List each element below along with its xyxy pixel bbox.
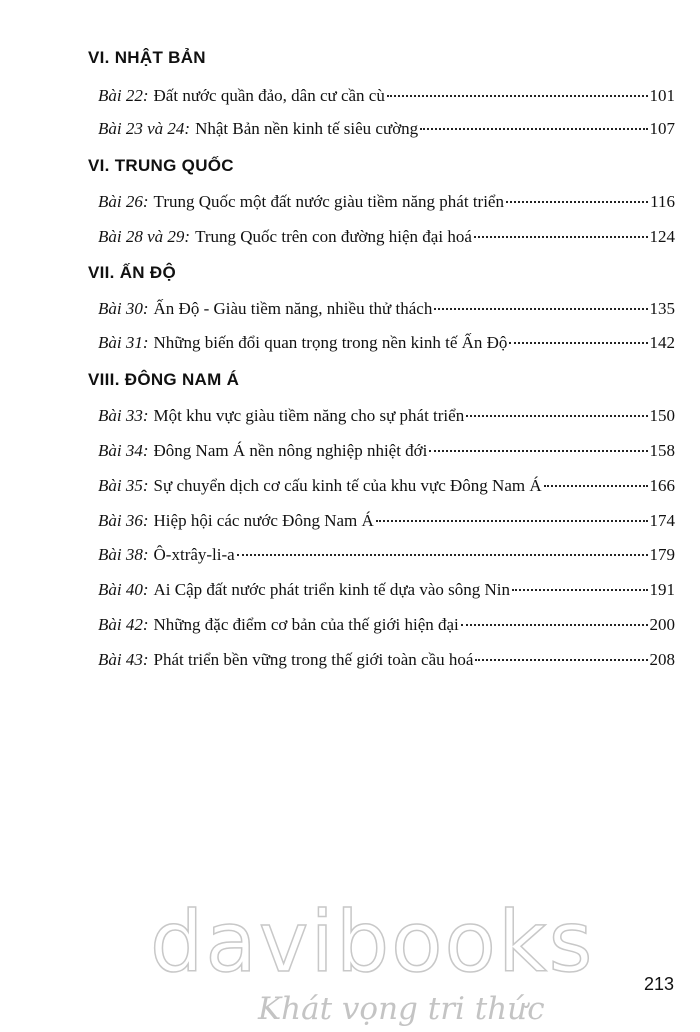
toc-entry[interactable] (98, 476, 675, 498)
dot-leader (509, 342, 647, 344)
lesson-page: 124 (649, 227, 675, 246)
lesson-page: 116 (650, 192, 675, 211)
dot-leader (506, 201, 648, 203)
section-title-an-do: VII. ẤN ĐỘ (88, 263, 177, 282)
lesson-page: 150 (649, 406, 675, 425)
lesson-label: Bài 35: (98, 476, 149, 495)
lesson-title: Ấn Độ - Giàu tiềm năng, nhiều thử thách (153, 299, 433, 318)
lesson-title: Một khu vực giàu tiềm năng cho sự phát triển (153, 406, 465, 425)
lesson-label: Bài 36: (98, 511, 149, 530)
lesson-label: Bài 38: (98, 545, 149, 564)
lesson-page: 191 (649, 580, 675, 599)
toc-entry[interactable] (98, 650, 675, 672)
lesson-page: 179 (649, 545, 675, 564)
lesson-title: Phát triển bền vững trong thế giới toàn cầu hoá (153, 650, 474, 669)
toc-entry[interactable] (98, 441, 675, 463)
lesson-title: Đông Nam Á nền nông nghiệp nhiệt đới (153, 441, 428, 460)
lesson-title: Nhật Bản nền kinh tế siêu cường (195, 119, 419, 138)
lesson-title: Ô-xtrây-li-a (153, 545, 235, 564)
publisher-watermark (150, 893, 595, 1032)
lesson-title: Đất nước quần đảo, dân cư cần cù (153, 86, 385, 105)
lesson-title: Trung Quốc một đất nước giàu tiềm năng phát triển (153, 192, 504, 211)
lesson-page: 107 (649, 119, 675, 138)
lesson-label: Bài 23 và 24: (98, 119, 191, 138)
lesson-label: Bài 28 và 29: (98, 227, 191, 246)
lesson-label: Bài 40: (98, 580, 149, 599)
lesson-page: 200 (649, 615, 675, 634)
toc-entry[interactable] (98, 580, 675, 602)
toc-entry[interactable] (98, 119, 675, 141)
lesson-title: Những đặc điểm cơ bản của thế giới hiện đại (153, 615, 459, 634)
watermark-slogan: Khát vọng tri thức (258, 991, 545, 1027)
dot-leader (387, 95, 648, 97)
dot-leader (376, 520, 648, 522)
lesson-page: 135 (649, 299, 675, 318)
lesson-label: Bài 42: (98, 615, 149, 634)
lesson-page: 101 (649, 86, 675, 105)
lesson-label: Bài 26: (98, 192, 149, 211)
watermark-brand: davibooks (150, 893, 595, 991)
dot-leader (466, 415, 647, 417)
section-title-trung-quoc: VI. TRUNG QUỐC (88, 156, 234, 175)
lesson-label: Bài 33: (98, 406, 149, 425)
dot-leader (475, 659, 647, 661)
dot-leader (512, 589, 647, 591)
page-number: 213 (644, 974, 675, 994)
lesson-page: 208 (649, 650, 675, 669)
section-title-nhat-ban: VI. NHẬT BẢN (88, 48, 206, 67)
lesson-page: 158 (649, 441, 675, 460)
dot-leader (429, 450, 647, 452)
dot-leader (544, 485, 648, 487)
toc-entry[interactable] (98, 511, 675, 533)
toc-entry[interactable] (98, 406, 675, 428)
toc-entry[interactable] (98, 545, 675, 567)
toc-entry[interactable] (98, 299, 675, 321)
dot-leader (420, 128, 647, 130)
section-title-dong-nam-a: VIII. ĐÔNG NAM Á (88, 370, 240, 389)
lesson-page: 142 (649, 333, 675, 352)
dot-leader (461, 624, 648, 626)
toc-entry[interactable] (98, 333, 675, 355)
lesson-label: Bài 43: (98, 650, 149, 669)
lesson-title: Sự chuyển dịch cơ cấu kinh tế của khu vực Đông Nam Á (153, 476, 542, 495)
lesson-page: 166 (649, 476, 675, 495)
toc-entry[interactable] (98, 86, 675, 108)
lesson-label: Bài 30: (98, 299, 149, 318)
lesson-page: 174 (649, 511, 675, 530)
dot-leader (434, 308, 647, 310)
lesson-label: Bài 34: (98, 441, 149, 460)
toc-entry[interactable] (98, 615, 675, 637)
lesson-title: Những biến đổi quan trọng trong nền kinh tế Ấn Độ (153, 333, 508, 352)
lesson-title: Trung Quốc trên con đường hiện đại hoá (195, 227, 472, 246)
toc-entry[interactable] (98, 192, 675, 214)
lesson-title: Ai Cập đất nước phát triển kinh tế dựa vào sông Nin (153, 580, 511, 599)
dot-leader (474, 236, 648, 238)
dot-leader (237, 554, 648, 556)
toc-entry[interactable] (98, 227, 675, 249)
lesson-title: Hiệp hội các nước Đông Nam Á (153, 511, 374, 530)
lesson-label: Bài 31: (98, 333, 149, 352)
lesson-label: Bài 22: (98, 86, 149, 105)
